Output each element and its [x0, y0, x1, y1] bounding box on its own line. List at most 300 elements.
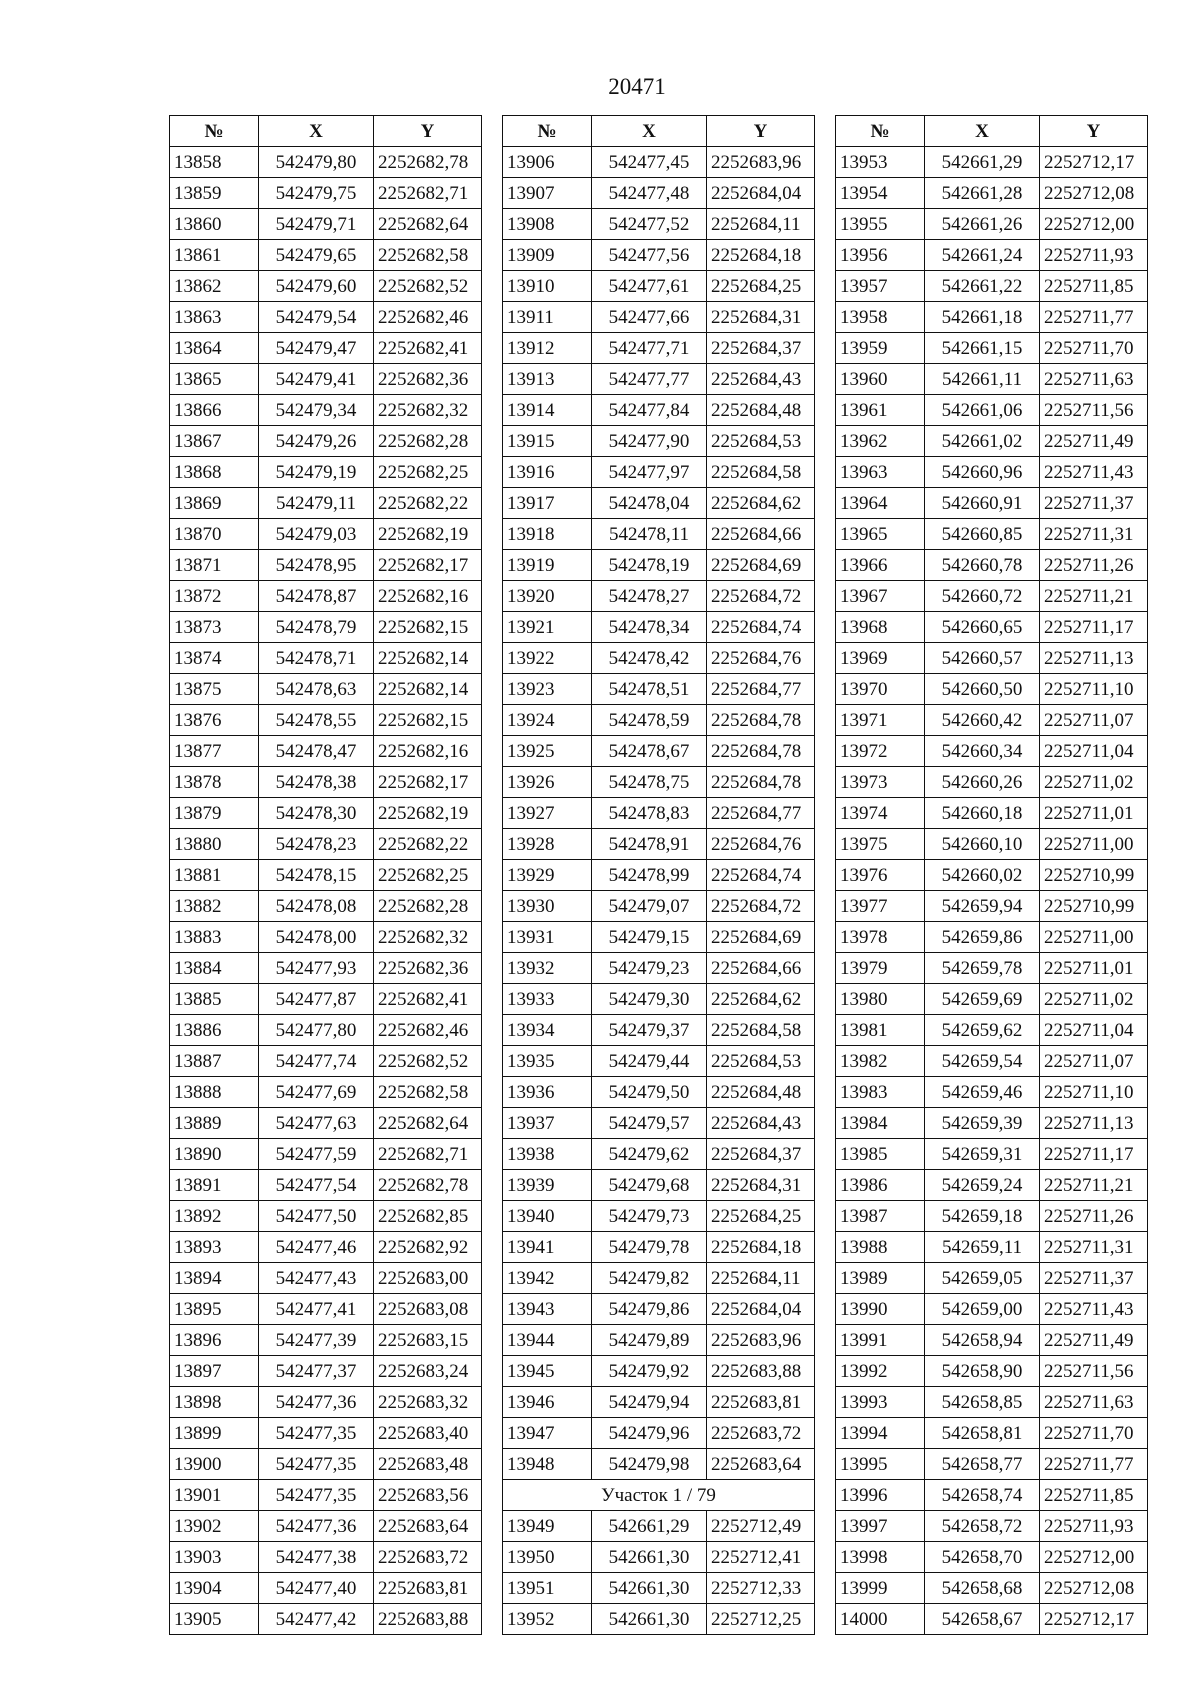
y-coordinate-cell: 2252712,17 [1040, 1604, 1148, 1635]
table-row [503, 1108, 815, 1139]
x-coordinate-cell: 542478,55 [259, 705, 374, 736]
point-number-cell: 13952 [503, 1604, 592, 1635]
point-number-cell: 13894 [170, 1263, 259, 1294]
table-row [503, 1418, 815, 1449]
point-number-cell: 13928 [503, 829, 592, 860]
point-number-cell: 13987 [836, 1201, 925, 1232]
table-row [836, 395, 1148, 426]
y-coordinate-cell: 2252683,00 [374, 1263, 482, 1294]
point-number-cell: 13863 [170, 302, 259, 333]
table-row [170, 1077, 482, 1108]
x-coordinate-cell: 542660,57 [925, 643, 1040, 674]
table-row [836, 364, 1148, 395]
y-coordinate-cell: 2252684,77 [707, 674, 815, 705]
point-number-cell: 13937 [503, 1108, 592, 1139]
point-number-cell: 13968 [836, 612, 925, 643]
table-row [836, 426, 1148, 457]
point-number-cell: 13896 [170, 1325, 259, 1356]
x-coordinate-cell: 542479,37 [592, 1015, 707, 1046]
x-coordinate-cell: 542661,30 [592, 1542, 707, 1573]
table-row [503, 922, 815, 953]
table-row [170, 302, 482, 333]
y-coordinate-cell: 2252711,77 [1040, 1449, 1148, 1480]
y-coordinate-cell: 2252684,78 [707, 705, 815, 736]
table-row [503, 1294, 815, 1325]
x-coordinate-cell: 542660,50 [925, 674, 1040, 705]
table-row [170, 953, 482, 984]
point-number-cell: 13976 [836, 860, 925, 891]
x-coordinate-cell: 542479,78 [592, 1232, 707, 1263]
y-coordinate-cell: 2252684,04 [707, 1294, 815, 1325]
table-row [836, 1139, 1148, 1170]
x-coordinate-cell: 542477,40 [259, 1573, 374, 1604]
x-coordinate-cell: 542659,39 [925, 1108, 1040, 1139]
table-row [170, 147, 482, 178]
table-row [503, 643, 815, 674]
x-coordinate-cell: 542660,18 [925, 798, 1040, 829]
x-coordinate-cell: 542478,47 [259, 736, 374, 767]
x-coordinate-cell: 542661,24 [925, 240, 1040, 271]
y-coordinate-cell: 2252683,48 [374, 1449, 482, 1480]
x-coordinate-cell: 542478,11 [592, 519, 707, 550]
point-number-cell: 13992 [836, 1356, 925, 1387]
x-coordinate-cell: 542477,84 [592, 395, 707, 426]
y-coordinate-cell: 2252711,01 [1040, 953, 1148, 984]
y-coordinate-cell: 2252682,78 [374, 1170, 482, 1201]
point-number-cell: 13926 [503, 767, 592, 798]
table-row [170, 1449, 482, 1480]
y-coordinate-cell: 2252712,41 [707, 1542, 815, 1573]
y-coordinate-cell: 2252711,56 [1040, 395, 1148, 426]
table-row [836, 1015, 1148, 1046]
y-coordinate-cell: 2252712,49 [707, 1511, 815, 1542]
y-coordinate-cell: 2252682,17 [374, 767, 482, 798]
x-coordinate-cell: 542660,85 [925, 519, 1040, 550]
table-row [170, 1542, 482, 1573]
y-coordinate-cell: 2252684,78 [707, 767, 815, 798]
y-coordinate-cell: 2252683,88 [707, 1356, 815, 1387]
y-coordinate-cell: 2252683,96 [707, 1325, 815, 1356]
x-coordinate-cell: 542479,26 [259, 426, 374, 457]
point-number-cell: 13947 [503, 1418, 592, 1449]
y-coordinate-cell: 2252711,02 [1040, 984, 1148, 1015]
table-row [503, 1263, 815, 1294]
point-number-cell: 13859 [170, 178, 259, 209]
table-row [836, 240, 1148, 271]
x-coordinate-cell: 542660,96 [925, 457, 1040, 488]
header-x: X [592, 116, 707, 147]
table-row [170, 1325, 482, 1356]
point-number-cell: 13884 [170, 953, 259, 984]
table-row [503, 767, 815, 798]
point-number-cell: 13893 [170, 1232, 259, 1263]
x-coordinate-cell: 542661,30 [592, 1573, 707, 1604]
y-coordinate-cell: 2252684,77 [707, 798, 815, 829]
point-number-cell: 13957 [836, 271, 925, 302]
table-row [836, 1418, 1148, 1449]
point-number-cell: 13867 [170, 426, 259, 457]
table-row [503, 581, 815, 612]
point-number-cell: 13971 [836, 705, 925, 736]
y-coordinate-cell: 2252682,64 [374, 209, 482, 240]
x-coordinate-cell: 542477,42 [259, 1604, 374, 1635]
point-number-cell: 13998 [836, 1542, 925, 1573]
point-number-cell: 13903 [170, 1542, 259, 1573]
point-number-cell: 13872 [170, 581, 259, 612]
point-number-cell: 13891 [170, 1170, 259, 1201]
y-coordinate-cell: 2252682,64 [374, 1108, 482, 1139]
table-header [503, 116, 815, 147]
point-number-cell: 13858 [170, 147, 259, 178]
y-coordinate-cell: 2252684,25 [707, 271, 815, 302]
table-row [170, 1573, 482, 1604]
point-number-cell: 13899 [170, 1418, 259, 1449]
table-row [836, 1542, 1148, 1573]
x-coordinate-cell: 542659,11 [925, 1232, 1040, 1263]
y-coordinate-cell: 2252711,26 [1040, 1201, 1148, 1232]
x-coordinate-cell: 542659,54 [925, 1046, 1040, 1077]
x-coordinate-cell: 542477,56 [592, 240, 707, 271]
point-number-cell: 13871 [170, 550, 259, 581]
point-number-cell: 13934 [503, 1015, 592, 1046]
x-coordinate-cell: 542478,59 [592, 705, 707, 736]
table-row [503, 1542, 815, 1573]
x-coordinate-cell: 542479,15 [592, 922, 707, 953]
y-coordinate-cell: 2252683,81 [374, 1573, 482, 1604]
y-coordinate-cell: 2252682,78 [374, 147, 482, 178]
x-coordinate-cell: 542478,91 [592, 829, 707, 860]
point-number-cell: 13942 [503, 1263, 592, 1294]
table-row [170, 984, 482, 1015]
point-number-cell: 13869 [170, 488, 259, 519]
point-number-cell: 13993 [836, 1387, 925, 1418]
point-number-cell: 13918 [503, 519, 592, 550]
point-number-cell: 13912 [503, 333, 592, 364]
y-coordinate-cell: 2252684,43 [707, 1108, 815, 1139]
x-coordinate-cell: 542479,89 [592, 1325, 707, 1356]
x-coordinate-cell: 542479,03 [259, 519, 374, 550]
y-coordinate-cell: 2252682,19 [374, 519, 482, 550]
point-number-cell: 13966 [836, 550, 925, 581]
point-number-cell: 13997 [836, 1511, 925, 1542]
table-row [170, 922, 482, 953]
table-row [170, 1480, 482, 1511]
table-row [170, 1511, 482, 1542]
y-coordinate-cell: 2252711,43 [1040, 1294, 1148, 1325]
point-number-cell: 13898 [170, 1387, 259, 1418]
y-coordinate-cell: 2252682,32 [374, 922, 482, 953]
y-coordinate-cell: 2252711,49 [1040, 426, 1148, 457]
point-number-cell: 13873 [170, 612, 259, 643]
x-coordinate-cell: 542479,65 [259, 240, 374, 271]
x-coordinate-cell: 542477,50 [259, 1201, 374, 1232]
y-coordinate-cell: 2252683,24 [374, 1356, 482, 1387]
y-coordinate-cell: 2252711,10 [1040, 674, 1148, 705]
table-row [503, 705, 815, 736]
y-coordinate-cell: 2252682,58 [374, 1077, 482, 1108]
x-coordinate-cell: 542479,44 [592, 1046, 707, 1077]
point-number-cell: 13866 [170, 395, 259, 426]
x-coordinate-cell: 542478,04 [592, 488, 707, 519]
x-coordinate-cell: 542659,00 [925, 1294, 1040, 1325]
x-coordinate-cell: 542478,42 [592, 643, 707, 674]
y-coordinate-cell: 2252684,31 [707, 302, 815, 333]
table-row [503, 1232, 815, 1263]
y-coordinate-cell: 2252684,66 [707, 953, 815, 984]
y-coordinate-cell: 2252682,15 [374, 705, 482, 736]
point-number-cell: 13927 [503, 798, 592, 829]
table-row [170, 1604, 482, 1635]
x-coordinate-cell: 542477,71 [592, 333, 707, 364]
x-coordinate-cell: 542479,94 [592, 1387, 707, 1418]
point-number-cell: 13955 [836, 209, 925, 240]
y-coordinate-cell: 2252684,37 [707, 333, 815, 364]
table-row [170, 1170, 482, 1201]
table-row [503, 1015, 815, 1046]
x-coordinate-cell: 542658,68 [925, 1573, 1040, 1604]
table-row [836, 550, 1148, 581]
point-number-cell: 13962 [836, 426, 925, 457]
x-coordinate-cell: 542659,69 [925, 984, 1040, 1015]
table-row [170, 209, 482, 240]
y-coordinate-cell: 2252711,85 [1040, 271, 1148, 302]
table-row [170, 519, 482, 550]
y-coordinate-cell: 2252712,25 [707, 1604, 815, 1635]
table-row [503, 240, 815, 271]
table-row [836, 891, 1148, 922]
point-number-cell: 13960 [836, 364, 925, 395]
table-row [503, 147, 815, 178]
y-coordinate-cell: 2252684,25 [707, 1201, 815, 1232]
point-number-cell: 13983 [836, 1077, 925, 1108]
y-coordinate-cell: 2252711,00 [1040, 829, 1148, 860]
point-number-cell: 13915 [503, 426, 592, 457]
y-coordinate-cell: 2252684,48 [707, 395, 815, 426]
x-coordinate-cell: 542478,95 [259, 550, 374, 581]
y-coordinate-cell: 2252684,66 [707, 519, 815, 550]
y-coordinate-cell: 2252711,37 [1040, 1263, 1148, 1294]
table-row [170, 550, 482, 581]
y-coordinate-cell: 2252711,17 [1040, 1139, 1148, 1170]
table-row [503, 1139, 815, 1170]
table-row [836, 488, 1148, 519]
y-coordinate-cell: 2252684,78 [707, 736, 815, 767]
y-coordinate-cell: 2252682,15 [374, 612, 482, 643]
x-coordinate-cell: 542659,86 [925, 922, 1040, 953]
page-number: 20471 [608, 74, 666, 99]
x-coordinate-cell: 542658,81 [925, 1418, 1040, 1449]
point-number-cell: 13922 [503, 643, 592, 674]
point-number-cell: 14000 [836, 1604, 925, 1635]
point-number-cell: 13984 [836, 1108, 925, 1139]
point-number-cell: 13874 [170, 643, 259, 674]
y-coordinate-cell: 2252683,81 [707, 1387, 815, 1418]
y-coordinate-cell: 2252684,69 [707, 922, 815, 953]
y-coordinate-cell: 2252711,37 [1040, 488, 1148, 519]
x-coordinate-cell: 542477,87 [259, 984, 374, 1015]
point-number-cell: 13958 [836, 302, 925, 333]
point-number-cell: 13941 [503, 1232, 592, 1263]
x-coordinate-cell: 542660,34 [925, 736, 1040, 767]
x-coordinate-cell: 542479,19 [259, 457, 374, 488]
y-coordinate-cell: 2252682,22 [374, 829, 482, 860]
y-coordinate-cell: 2252682,41 [374, 333, 482, 364]
table-row [503, 1604, 815, 1635]
x-coordinate-cell: 542479,98 [592, 1449, 707, 1480]
table-row [836, 1604, 1148, 1635]
x-coordinate-cell: 542477,35 [259, 1418, 374, 1449]
table-row [170, 798, 482, 829]
y-coordinate-cell: 2252712,08 [1040, 178, 1148, 209]
x-coordinate-cell: 542659,94 [925, 891, 1040, 922]
table-row [503, 457, 815, 488]
x-coordinate-cell: 542661,28 [925, 178, 1040, 209]
x-coordinate-cell: 542477,37 [259, 1356, 374, 1387]
table-row [170, 1263, 482, 1294]
table-row [503, 426, 815, 457]
table-row [503, 829, 815, 860]
x-coordinate-cell: 542658,72 [925, 1511, 1040, 1542]
y-coordinate-cell: 2252711,07 [1040, 1046, 1148, 1077]
table-row [836, 581, 1148, 612]
point-number-cell: 13944 [503, 1325, 592, 1356]
y-coordinate-cell: 2252682,41 [374, 984, 482, 1015]
point-number-cell: 13878 [170, 767, 259, 798]
x-coordinate-cell: 542659,78 [925, 953, 1040, 984]
point-number-cell: 13953 [836, 147, 925, 178]
y-coordinate-cell: 2252711,26 [1040, 550, 1148, 581]
table-row [170, 1108, 482, 1139]
table-header [170, 116, 482, 147]
x-coordinate-cell: 542479,30 [592, 984, 707, 1015]
table-row [170, 1201, 482, 1232]
point-number-cell: 13877 [170, 736, 259, 767]
table-row [503, 178, 815, 209]
y-coordinate-cell: 2252684,72 [707, 891, 815, 922]
table-row [503, 395, 815, 426]
x-coordinate-cell: 542478,87 [259, 581, 374, 612]
x-coordinate-cell: 542478,38 [259, 767, 374, 798]
point-number-cell: 13876 [170, 705, 259, 736]
table-row [170, 829, 482, 860]
x-coordinate-cell: 542658,90 [925, 1356, 1040, 1387]
y-coordinate-cell: 2252682,52 [374, 1046, 482, 1077]
table-row [503, 302, 815, 333]
y-coordinate-cell: 2252682,58 [374, 240, 482, 271]
x-coordinate-cell: 542479,75 [259, 178, 374, 209]
x-coordinate-cell: 542659,18 [925, 1201, 1040, 1232]
table-row [503, 209, 815, 240]
y-coordinate-cell: 2252682,32 [374, 395, 482, 426]
y-coordinate-cell: 2252682,14 [374, 643, 482, 674]
header-number: № [170, 116, 259, 147]
table-row [170, 395, 482, 426]
y-coordinate-cell: 2252682,17 [374, 550, 482, 581]
y-coordinate-cell: 2252711,21 [1040, 1170, 1148, 1201]
y-coordinate-cell: 2252711,93 [1040, 240, 1148, 271]
point-number-cell: 13901 [170, 1480, 259, 1511]
table-row [836, 1232, 1148, 1263]
table-row [503, 333, 815, 364]
point-number-cell: 13904 [170, 1573, 259, 1604]
x-coordinate-cell: 542479,80 [259, 147, 374, 178]
x-coordinate-cell: 542659,62 [925, 1015, 1040, 1046]
y-coordinate-cell: 2252682,25 [374, 860, 482, 891]
point-number-cell: 13985 [836, 1139, 925, 1170]
x-coordinate-cell: 542478,83 [592, 798, 707, 829]
point-number-cell: 13924 [503, 705, 592, 736]
table-body [836, 147, 1148, 1635]
y-coordinate-cell: 2252684,62 [707, 984, 815, 1015]
x-coordinate-cell: 542477,90 [592, 426, 707, 457]
x-coordinate-cell: 542478,99 [592, 860, 707, 891]
point-number-cell: 13885 [170, 984, 259, 1015]
y-coordinate-cell: 2252684,76 [707, 643, 815, 674]
table-row [836, 1263, 1148, 1294]
table-row [503, 984, 815, 1015]
point-number-cell: 13880 [170, 829, 259, 860]
point-number-cell: 13969 [836, 643, 925, 674]
table-row [170, 1139, 482, 1170]
y-coordinate-cell: 2252683,64 [707, 1449, 815, 1480]
y-coordinate-cell: 2252682,85 [374, 1201, 482, 1232]
x-coordinate-cell: 542661,30 [592, 1604, 707, 1635]
y-coordinate-cell: 2252711,63 [1040, 1387, 1148, 1418]
y-coordinate-cell: 2252712,00 [1040, 209, 1148, 240]
point-number-cell: 13886 [170, 1015, 259, 1046]
point-number-cell: 13919 [503, 550, 592, 581]
y-coordinate-cell: 2252711,63 [1040, 364, 1148, 395]
y-coordinate-cell: 2252712,33 [707, 1573, 815, 1604]
table-body [170, 147, 482, 1635]
x-coordinate-cell: 542661,22 [925, 271, 1040, 302]
section-row [503, 1480, 815, 1511]
table-row [503, 519, 815, 550]
y-coordinate-cell: 2252710,99 [1040, 891, 1148, 922]
y-coordinate-cell: 2252682,71 [374, 178, 482, 209]
table-row [836, 147, 1148, 178]
x-coordinate-cell: 542479,50 [592, 1077, 707, 1108]
y-coordinate-cell: 2252711,43 [1040, 457, 1148, 488]
y-coordinate-cell: 2252684,04 [707, 178, 815, 209]
point-number-cell: 13889 [170, 1108, 259, 1139]
y-coordinate-cell: 2252682,16 [374, 736, 482, 767]
point-number-cell: 13965 [836, 519, 925, 550]
y-coordinate-cell: 2252711,04 [1040, 736, 1148, 767]
header-x: X [259, 116, 374, 147]
x-coordinate-cell: 542477,54 [259, 1170, 374, 1201]
x-coordinate-cell: 542659,46 [925, 1077, 1040, 1108]
table-row [503, 953, 815, 984]
y-coordinate-cell: 2252684,18 [707, 1232, 815, 1263]
table-row [836, 643, 1148, 674]
point-number-cell: 13933 [503, 984, 592, 1015]
table-row [836, 333, 1148, 364]
point-number-cell: 13910 [503, 271, 592, 302]
y-coordinate-cell: 2252712,08 [1040, 1573, 1148, 1604]
point-number-cell: 13895 [170, 1294, 259, 1325]
point-number-cell: 13883 [170, 922, 259, 953]
point-number-cell: 13865 [170, 364, 259, 395]
y-coordinate-cell: 2252711,85 [1040, 1480, 1148, 1511]
x-coordinate-cell: 542661,11 [925, 364, 1040, 395]
y-coordinate-cell: 2252682,46 [374, 1015, 482, 1046]
point-number-cell: 13888 [170, 1077, 259, 1108]
table-row [836, 1356, 1148, 1387]
y-coordinate-cell: 2252684,72 [707, 581, 815, 612]
y-coordinate-cell: 2252712,17 [1040, 147, 1148, 178]
x-coordinate-cell: 542661,06 [925, 395, 1040, 426]
